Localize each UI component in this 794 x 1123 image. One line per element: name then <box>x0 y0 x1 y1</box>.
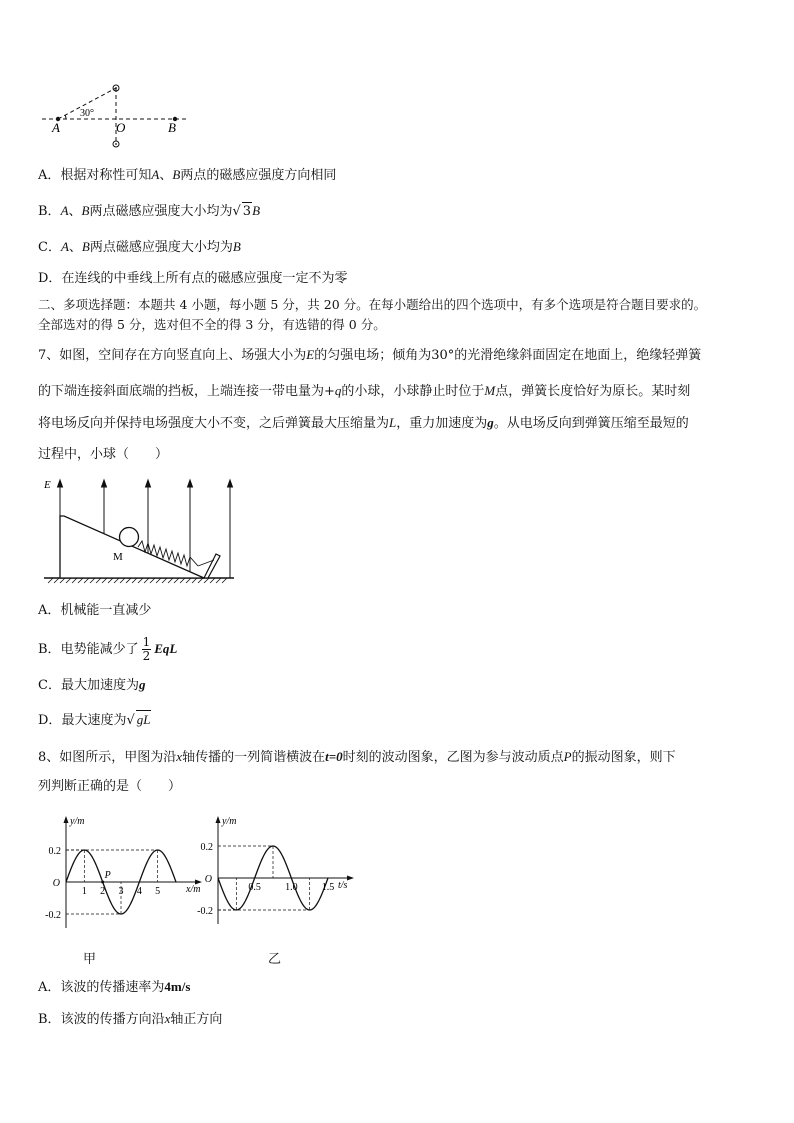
y-axis-arrow <box>216 816 221 823</box>
q7-figure <box>38 474 238 590</box>
section2-line1: 二、多项选择题：本题共 4 小题，每小题 5 分，共 20 分。在每小题给出的四个选项中，有多个选项是符合题目要求的。 <box>38 297 707 312</box>
q8-text-line2: 列判断正确的是（ ） <box>38 779 182 794</box>
q7-text-line1: 7、如图，空间存在方向竖直向上、场强大小为E的匀强电场；倾角为30°的光滑绝缘斜面固定在地面上，绝缘轻弹簧 <box>38 347 702 363</box>
x-tick-label: 4 <box>136 886 142 897</box>
q7-option-b: B．电势能减少了 $\frac{1}{2}$ EqL <box>38 635 178 663</box>
x-tick-label: 1.0 <box>285 882 298 893</box>
fraction-one-half: $\frac{1}{2}$ <box>142 635 151 663</box>
q7-option-c: C．最大加速度为g <box>38 677 146 693</box>
q6-option-a: A．根据对称性可知A、B两点的磁感应强度方向相同 <box>38 167 337 183</box>
point-m-label: M <box>113 551 123 563</box>
wave-chart <box>38 812 201 932</box>
q7-option-a: A．机械能一直减少 <box>38 603 152 618</box>
section2-line2: 全部选对的得 5 分，选对但不全的得 3 分，有选错的得 0 分。 <box>38 317 386 332</box>
point-p-label: P <box>104 870 111 881</box>
y-axis-arrow <box>64 816 69 823</box>
q6-figure <box>38 82 198 152</box>
x-tick-label: 0.5 <box>248 882 261 893</box>
angle-label: 30° <box>80 108 94 119</box>
y-tick-label: 0.2 <box>200 842 213 853</box>
field-e-label: E <box>44 479 51 491</box>
x-tick-label: 2 <box>100 886 106 897</box>
x-tick-label: 1 <box>81 886 87 897</box>
q6-option-c: C．A、B两点磁感应强度大小均为B <box>38 239 241 255</box>
y-tick-label: -0.2 <box>45 910 61 921</box>
q7-text-line2: 的下端连接斜面底端的挡板，上端连接一带电量为+q的小球，小球静止时位于M点，弹簧长度恰好为原长。某时刻 <box>38 383 691 399</box>
x-tick-label: 5 <box>155 886 161 897</box>
x-tick-label: 1.5 <box>321 882 335 893</box>
y-tick-label: 0.2 <box>48 846 61 857</box>
x-tick-label: 3 <box>118 886 124 897</box>
incline-block <box>60 516 204 578</box>
x-axis-arrow <box>347 876 354 881</box>
ball-icon <box>120 528 139 547</box>
point-a-label: A <box>52 120 60 135</box>
q8-text-line1: 8、如图所示，甲图为沿x轴传播的一列简谐横波在t=0时刻的波动图象，乙图为参与波动质点P的振动图象，则下 <box>38 749 676 765</box>
caption-right: 乙 <box>268 952 282 967</box>
baffle-plate <box>204 554 220 578</box>
point-o-label: O <box>116 120 126 135</box>
y-axis-label: y/m <box>70 816 85 827</box>
q7-text-line4: 过程中，小球（ ） <box>38 447 169 462</box>
point-b-label: B <box>168 120 176 135</box>
y-axis-label: y/m <box>222 816 237 827</box>
q8-option-a: A．该波的传播速率为4m/s <box>38 979 191 995</box>
vibration-chart <box>190 812 350 932</box>
caption-left: 甲 <box>83 952 97 967</box>
q8-option-b: B．该波的传播方向沿x轴正方向 <box>38 1011 223 1027</box>
q6-option-b: B．A、B两点磁感应强度大小均为√ 3B <box>38 203 261 219</box>
origin-label: O <box>52 878 60 889</box>
q6-option-d: D．在连线的中垂线上所有点的磁感应强度一定不为零 <box>38 271 348 286</box>
x-axis-label: x/m <box>186 884 201 895</box>
origin-label: O <box>204 874 212 885</box>
y-tick-label: -0.2 <box>197 906 213 917</box>
q7-text-line3: 将电场反向并保持电场强度大小不变，之后弹簧最大压缩量为L，重力加速度为g。从电场反向到弹簧压缩至最短的 <box>38 415 689 431</box>
angle-arc <box>65 115 66 119</box>
x-axis-label: t/s <box>338 880 348 891</box>
q7-option-d: D．最大速度为√ gL <box>38 712 151 728</box>
